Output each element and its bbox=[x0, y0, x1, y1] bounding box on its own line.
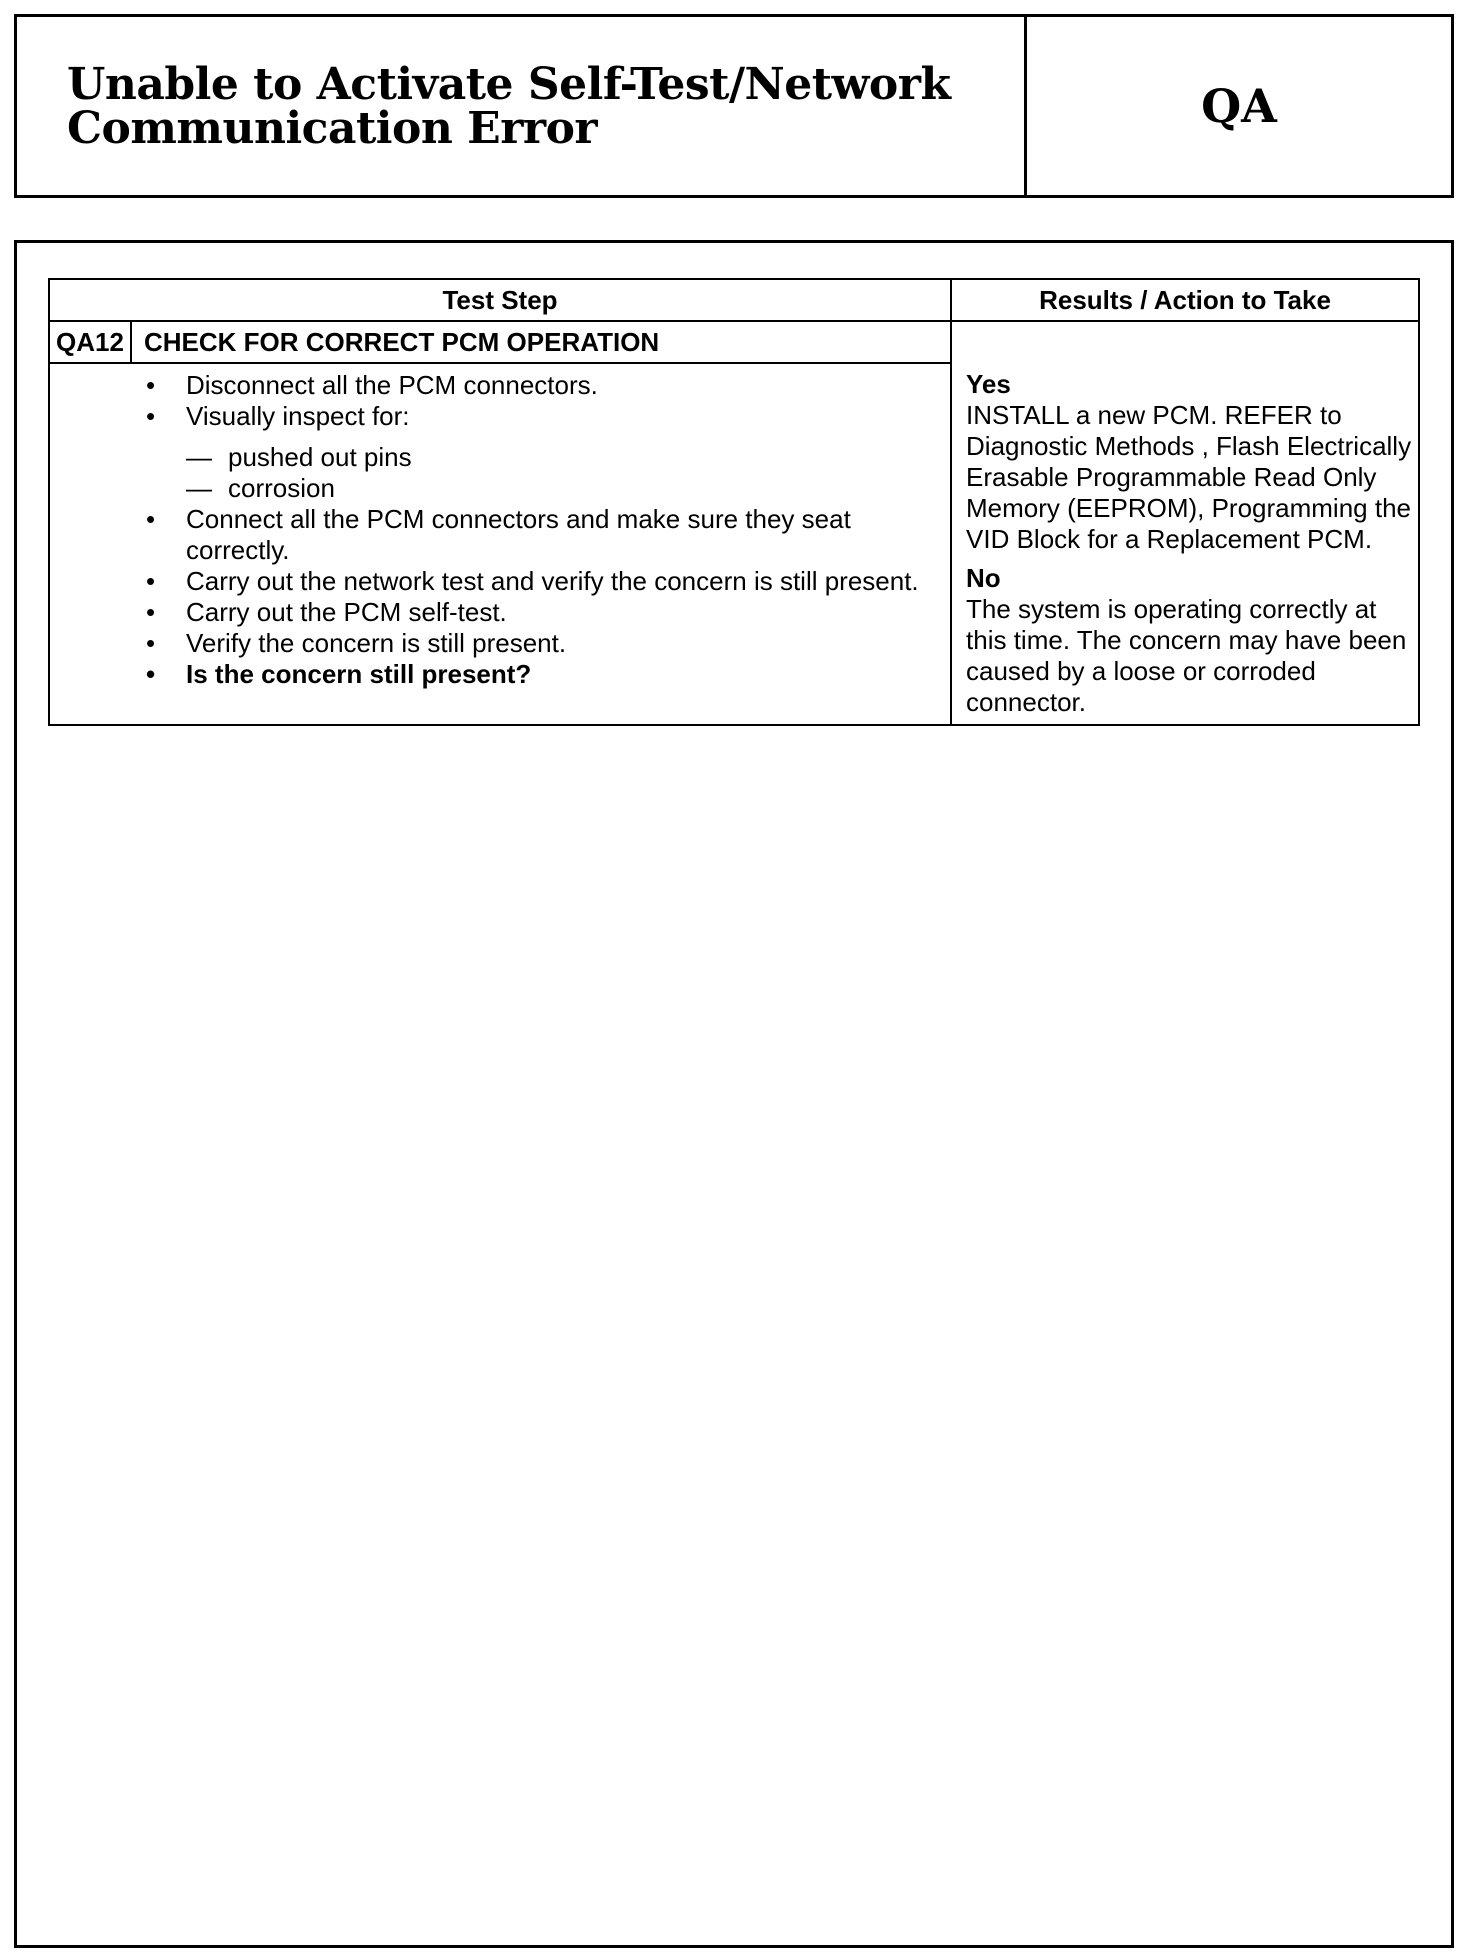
page-title-line2: Communication Error bbox=[67, 103, 598, 154]
list-item-text: Visually inspect for: bbox=[186, 401, 410, 431]
section-code: QA bbox=[1201, 79, 1277, 133]
list-item bbox=[146, 401, 950, 504]
table-header-row bbox=[49, 279, 1419, 321]
step-title: CHECK FOR CORRECT PCM OPERATION bbox=[131, 321, 951, 363]
step-instructions-list bbox=[50, 364, 950, 712]
list-item: • Carry out the PCM self-test. bbox=[146, 597, 950, 628]
list-item: • Carry out the network test and verify the concern is still present. bbox=[146, 566, 950, 597]
step-instructions-cell bbox=[49, 363, 951, 725]
results-cell bbox=[951, 363, 1419, 725]
sub-list-item-text: corrosion bbox=[228, 473, 335, 503]
sub-list-item bbox=[186, 442, 950, 473]
page-title-line1: Unable to Activate Self-Test/Network bbox=[67, 59, 951, 110]
list-item: • Disconnect all the PCM connectors. bbox=[146, 370, 950, 401]
result-yes-text: INSTALL a new PCM. REFER to Diagnostic Methods , Flash Electrically Erasable Programmable Read Only Memory (EEPROM), Programming the VID Block for a Replacement PCM. bbox=[966, 400, 1412, 554]
dash-marker: — bbox=[186, 442, 212, 472]
sub-list-item-text: pushed out pins bbox=[228, 442, 412, 472]
column-header-results: Results / Action to Take bbox=[951, 279, 1419, 321]
question-item: • Is the concern still present? bbox=[146, 659, 950, 690]
dash-marker: — bbox=[186, 473, 212, 503]
step-body-row bbox=[49, 363, 1419, 725]
result-yes-label: Yes bbox=[966, 369, 1011, 399]
list-item: • Connect all the PCM connectors and make sure they seat correctly. bbox=[146, 504, 950, 566]
sub-list-item bbox=[186, 473, 950, 504]
step-code: QA12 bbox=[49, 321, 131, 363]
result-no-text: The system is operating correctly at this time. The concern may have been caused by a loose or corroded connector. bbox=[966, 594, 1407, 717]
list-item: • Verify the concern is still present. bbox=[146, 628, 950, 659]
page-header bbox=[14, 14, 1454, 198]
column-header-test-step: Test Step bbox=[49, 279, 951, 321]
page-title bbox=[67, 59, 1007, 154]
result-no-label: No bbox=[966, 563, 1001, 593]
results-top-cell bbox=[951, 321, 1419, 363]
step-title-row bbox=[49, 321, 1419, 363]
inspection-sublist bbox=[186, 442, 950, 504]
test-step-table bbox=[48, 278, 1420, 726]
